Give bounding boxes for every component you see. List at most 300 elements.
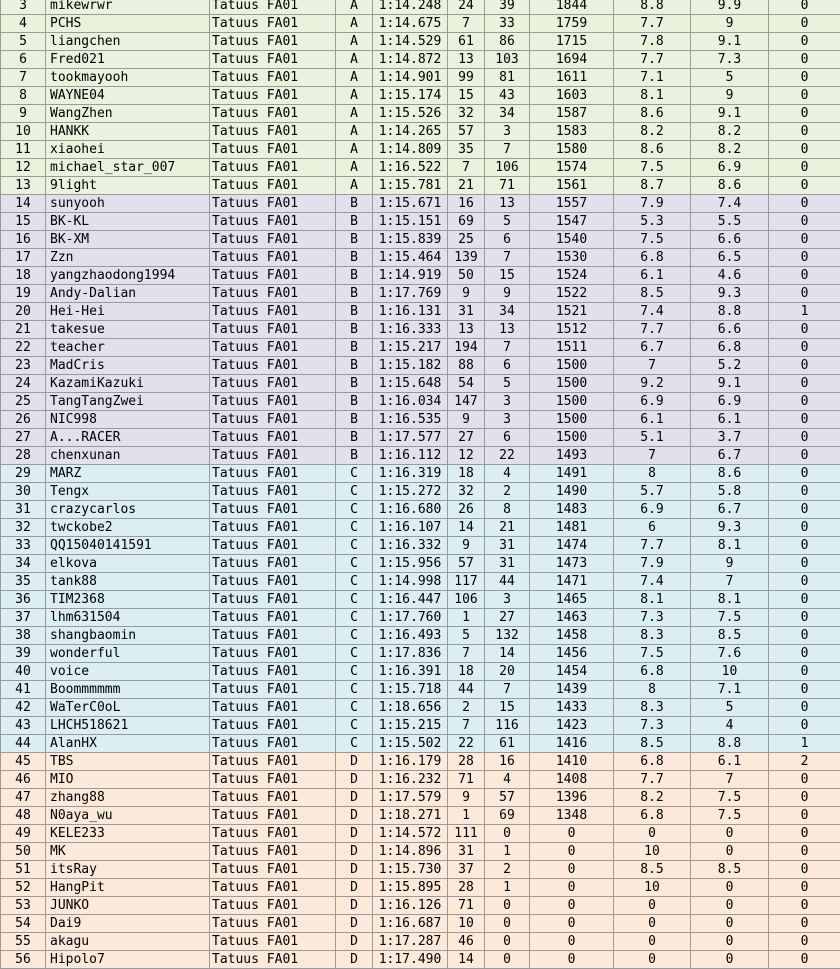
value-cell[interactable]: 116: [485, 717, 530, 735]
score-cell[interactable]: 8.1: [614, 87, 691, 105]
rank-cell[interactable]: 9: [1, 105, 46, 123]
rank-cell[interactable]: 45: [1, 753, 46, 771]
rank-cell[interactable]: 16: [1, 231, 46, 249]
score-cell[interactable]: 8.5: [691, 861, 769, 879]
rating-cell[interactable]: 1396: [530, 789, 614, 807]
value-cell[interactable]: 31: [448, 303, 485, 321]
car-cell[interactable]: Tatuus FA01: [210, 177, 336, 195]
score-cell[interactable]: 8.8: [614, 0, 691, 15]
car-cell[interactable]: Tatuus FA01: [210, 375, 336, 393]
group-cell[interactable]: D: [336, 933, 373, 951]
value-cell[interactable]: 46: [448, 933, 485, 951]
rank-cell[interactable]: 49: [1, 825, 46, 843]
incident-cell[interactable]: 0: [769, 861, 840, 879]
lap-time-cell[interactable]: 1:16.522: [373, 159, 448, 177]
rating-cell[interactable]: 0: [530, 951, 614, 969]
score-cell[interactable]: 6.9: [614, 501, 691, 519]
value-cell[interactable]: 3: [485, 591, 530, 609]
score-cell[interactable]: 8.6: [691, 177, 769, 195]
value-cell[interactable]: 26: [448, 501, 485, 519]
rank-cell[interactable]: 35: [1, 573, 46, 591]
rank-cell[interactable]: 19: [1, 285, 46, 303]
value-cell[interactable]: 5: [448, 627, 485, 645]
incident-cell[interactable]: 0: [769, 483, 840, 501]
car-cell[interactable]: Tatuus FA01: [210, 15, 336, 33]
incident-cell[interactable]: 0: [769, 447, 840, 465]
score-cell[interactable]: 6.9: [691, 159, 769, 177]
rating-cell[interactable]: 1408: [530, 771, 614, 789]
value-cell[interactable]: 14: [485, 645, 530, 663]
score-cell[interactable]: 7.6: [691, 645, 769, 663]
score-cell[interactable]: 9.9: [691, 0, 769, 15]
car-cell[interactable]: Tatuus FA01: [210, 735, 336, 753]
driver-name-cell[interactable]: Fred021: [46, 51, 210, 69]
lap-time-cell[interactable]: 1:15.839: [373, 231, 448, 249]
driver-name-cell[interactable]: mikewrwr: [46, 0, 210, 15]
group-cell[interactable]: D: [336, 753, 373, 771]
car-cell[interactable]: Tatuus FA01: [210, 915, 336, 933]
rank-cell[interactable]: 29: [1, 465, 46, 483]
score-cell[interactable]: 7.5: [614, 231, 691, 249]
rating-cell[interactable]: 1547: [530, 213, 614, 231]
car-cell[interactable]: Tatuus FA01: [210, 681, 336, 699]
group-cell[interactable]: C: [336, 465, 373, 483]
score-cell[interactable]: 6.5: [691, 249, 769, 267]
rating-cell[interactable]: 1583: [530, 123, 614, 141]
incident-cell[interactable]: 0: [769, 15, 840, 33]
value-cell[interactable]: 4: [485, 771, 530, 789]
score-cell[interactable]: 8.2: [691, 123, 769, 141]
lap-time-cell[interactable]: 1:16.319: [373, 465, 448, 483]
group-cell[interactable]: B: [336, 303, 373, 321]
driver-name-cell[interactable]: michael_star_007: [46, 159, 210, 177]
car-cell[interactable]: Tatuus FA01: [210, 447, 336, 465]
rating-cell[interactable]: 1423: [530, 717, 614, 735]
rank-cell[interactable]: 27: [1, 429, 46, 447]
value-cell[interactable]: 2: [485, 483, 530, 501]
lap-time-cell[interactable]: 1:17.579: [373, 789, 448, 807]
lap-time-cell[interactable]: 1:14.998: [373, 573, 448, 591]
driver-name-cell[interactable]: MK: [46, 843, 210, 861]
value-cell[interactable]: 61: [448, 33, 485, 51]
lap-time-cell[interactable]: 1:15.648: [373, 375, 448, 393]
value-cell[interactable]: 139: [448, 249, 485, 267]
score-cell[interactable]: 7.4: [691, 195, 769, 213]
value-cell[interactable]: 25: [448, 231, 485, 249]
score-cell[interactable]: 7.5: [614, 645, 691, 663]
group-cell[interactable]: A: [336, 105, 373, 123]
score-cell[interactable]: 7.1: [691, 681, 769, 699]
driver-name-cell[interactable]: Dai9: [46, 915, 210, 933]
car-cell[interactable]: Tatuus FA01: [210, 465, 336, 483]
driver-name-cell[interactable]: N0aya_wu: [46, 807, 210, 825]
group-cell[interactable]: A: [336, 159, 373, 177]
score-cell[interactable]: 6.7: [691, 501, 769, 519]
value-cell[interactable]: 103: [485, 51, 530, 69]
value-cell[interactable]: 34: [485, 105, 530, 123]
lap-time-cell[interactable]: 1:17.836: [373, 645, 448, 663]
car-cell[interactable]: Tatuus FA01: [210, 123, 336, 141]
rank-cell[interactable]: 32: [1, 519, 46, 537]
lap-time-cell[interactable]: 1:14.872: [373, 51, 448, 69]
value-cell[interactable]: 22: [448, 735, 485, 753]
value-cell[interactable]: 18: [448, 663, 485, 681]
group-cell[interactable]: A: [336, 87, 373, 105]
score-cell[interactable]: 0: [614, 825, 691, 843]
lap-time-cell[interactable]: 1:14.675: [373, 15, 448, 33]
driver-name-cell[interactable]: tank88: [46, 573, 210, 591]
score-cell[interactable]: 7.7: [614, 51, 691, 69]
lap-time-cell[interactable]: 1:15.671: [373, 195, 448, 213]
incident-cell[interactable]: 0: [769, 537, 840, 555]
rank-cell[interactable]: 7: [1, 69, 46, 87]
rank-cell[interactable]: 40: [1, 663, 46, 681]
group-cell[interactable]: D: [336, 915, 373, 933]
rank-cell[interactable]: 24: [1, 375, 46, 393]
score-cell[interactable]: 8.2: [614, 123, 691, 141]
rank-cell[interactable]: 15: [1, 213, 46, 231]
driver-name-cell[interactable]: liangchen: [46, 33, 210, 51]
lap-time-cell[interactable]: 1:16.232: [373, 771, 448, 789]
value-cell[interactable]: 13: [485, 321, 530, 339]
car-cell[interactable]: Tatuus FA01: [210, 789, 336, 807]
rank-cell[interactable]: 4: [1, 15, 46, 33]
score-cell[interactable]: 7.3: [691, 51, 769, 69]
score-cell[interactable]: 8.8: [691, 303, 769, 321]
score-cell[interactable]: 8.1: [614, 591, 691, 609]
rank-cell[interactable]: 47: [1, 789, 46, 807]
rating-cell[interactable]: 1500: [530, 411, 614, 429]
incident-cell[interactable]: 0: [769, 951, 840, 969]
incident-cell[interactable]: 0: [769, 879, 840, 897]
incident-cell[interactable]: 0: [769, 807, 840, 825]
group-cell[interactable]: A: [336, 0, 373, 15]
value-cell[interactable]: 3: [485, 123, 530, 141]
value-cell[interactable]: 69: [485, 807, 530, 825]
group-cell[interactable]: B: [336, 357, 373, 375]
rating-cell[interactable]: 1490: [530, 483, 614, 501]
score-cell[interactable]: 8.5: [614, 735, 691, 753]
score-cell[interactable]: 7.3: [614, 609, 691, 627]
value-cell[interactable]: 13: [448, 321, 485, 339]
driver-name-cell[interactable]: sunyooh: [46, 195, 210, 213]
car-cell[interactable]: Tatuus FA01: [210, 807, 336, 825]
score-cell[interactable]: 10: [614, 843, 691, 861]
car-cell[interactable]: Tatuus FA01: [210, 141, 336, 159]
incident-cell[interactable]: 0: [769, 213, 840, 231]
car-cell[interactable]: Tatuus FA01: [210, 501, 336, 519]
incident-cell[interactable]: 0: [769, 591, 840, 609]
incident-cell[interactable]: 0: [769, 357, 840, 375]
rank-cell[interactable]: 38: [1, 627, 46, 645]
rating-cell[interactable]: 1481: [530, 519, 614, 537]
car-cell[interactable]: Tatuus FA01: [210, 249, 336, 267]
score-cell[interactable]: 9: [691, 87, 769, 105]
value-cell[interactable]: 194: [448, 339, 485, 357]
incident-cell[interactable]: 0: [769, 681, 840, 699]
driver-name-cell[interactable]: WangZhen: [46, 105, 210, 123]
value-cell[interactable]: 3: [485, 411, 530, 429]
score-cell[interactable]: 6.1: [691, 753, 769, 771]
rating-cell[interactable]: 1500: [530, 429, 614, 447]
rank-cell[interactable]: 37: [1, 609, 46, 627]
value-cell[interactable]: 44: [448, 681, 485, 699]
lap-time-cell[interactable]: 1:15.502: [373, 735, 448, 753]
rank-cell[interactable]: 18: [1, 267, 46, 285]
group-cell[interactable]: B: [336, 447, 373, 465]
incident-cell[interactable]: 0: [769, 519, 840, 537]
driver-name-cell[interactable]: takesue: [46, 321, 210, 339]
driver-name-cell[interactable]: A...RACER: [46, 429, 210, 447]
value-cell[interactable]: 32: [448, 483, 485, 501]
car-cell[interactable]: Tatuus FA01: [210, 195, 336, 213]
score-cell[interactable]: 8: [614, 681, 691, 699]
car-cell[interactable]: Tatuus FA01: [210, 537, 336, 555]
score-cell[interactable]: 3.7: [691, 429, 769, 447]
rating-cell[interactable]: 1458: [530, 627, 614, 645]
group-cell[interactable]: B: [336, 393, 373, 411]
rank-cell[interactable]: 50: [1, 843, 46, 861]
incident-cell[interactable]: 0: [769, 609, 840, 627]
score-cell[interactable]: 7.9: [614, 555, 691, 573]
value-cell[interactable]: 71: [448, 897, 485, 915]
rank-cell[interactable]: 48: [1, 807, 46, 825]
rank-cell[interactable]: 53: [1, 897, 46, 915]
driver-name-cell[interactable]: tookmayooh: [46, 69, 210, 87]
lap-time-cell[interactable]: 1:14.572: [373, 825, 448, 843]
value-cell[interactable]: 13: [448, 51, 485, 69]
rank-cell[interactable]: 6: [1, 51, 46, 69]
incident-cell[interactable]: 0: [769, 51, 840, 69]
rating-cell[interactable]: 1587: [530, 105, 614, 123]
rank-cell[interactable]: 22: [1, 339, 46, 357]
group-cell[interactable]: B: [336, 285, 373, 303]
incident-cell[interactable]: 0: [769, 915, 840, 933]
driver-name-cell[interactable]: AlanHX: [46, 735, 210, 753]
score-cell[interactable]: 7.5: [691, 807, 769, 825]
group-cell[interactable]: C: [336, 483, 373, 501]
rank-cell[interactable]: 30: [1, 483, 46, 501]
score-cell[interactable]: 6.1: [691, 411, 769, 429]
value-cell[interactable]: 15: [485, 267, 530, 285]
rank-cell[interactable]: 10: [1, 123, 46, 141]
value-cell[interactable]: 7: [448, 717, 485, 735]
rating-cell[interactable]: 1500: [530, 393, 614, 411]
rank-cell[interactable]: 11: [1, 141, 46, 159]
rank-cell[interactable]: 14: [1, 195, 46, 213]
lap-time-cell[interactable]: 1:16.687: [373, 915, 448, 933]
value-cell[interactable]: 21: [448, 177, 485, 195]
score-cell[interactable]: 0: [691, 915, 769, 933]
car-cell[interactable]: Tatuus FA01: [210, 231, 336, 249]
score-cell[interactable]: 0: [691, 825, 769, 843]
car-cell[interactable]: Tatuus FA01: [210, 267, 336, 285]
score-cell[interactable]: 9.1: [691, 33, 769, 51]
car-cell[interactable]: Tatuus FA01: [210, 357, 336, 375]
score-cell[interactable]: 7.7: [614, 537, 691, 555]
incident-cell[interactable]: 0: [769, 573, 840, 591]
car-cell[interactable]: Tatuus FA01: [210, 591, 336, 609]
car-cell[interactable]: Tatuus FA01: [210, 843, 336, 861]
rank-cell[interactable]: 36: [1, 591, 46, 609]
incident-cell[interactable]: 0: [769, 339, 840, 357]
score-cell[interactable]: 7: [614, 357, 691, 375]
value-cell[interactable]: 9: [448, 285, 485, 303]
score-cell[interactable]: 5.5: [691, 213, 769, 231]
car-cell[interactable]: Tatuus FA01: [210, 33, 336, 51]
value-cell[interactable]: 44: [485, 573, 530, 591]
score-cell[interactable]: 6.6: [691, 321, 769, 339]
value-cell[interactable]: 33: [485, 15, 530, 33]
rating-cell[interactable]: 1522: [530, 285, 614, 303]
group-cell[interactable]: B: [336, 321, 373, 339]
lap-time-cell[interactable]: 1:18.271: [373, 807, 448, 825]
incident-cell[interactable]: 2: [769, 753, 840, 771]
driver-name-cell[interactable]: TangTangZwei: [46, 393, 210, 411]
incident-cell[interactable]: 0: [769, 141, 840, 159]
lap-time-cell[interactable]: 1:14.265: [373, 123, 448, 141]
driver-name-cell[interactable]: voice: [46, 663, 210, 681]
score-cell[interactable]: 6.7: [691, 447, 769, 465]
lap-time-cell[interactable]: 1:16.332: [373, 537, 448, 555]
incident-cell[interactable]: 0: [769, 825, 840, 843]
value-cell[interactable]: 50: [448, 267, 485, 285]
rating-cell[interactable]: 1500: [530, 375, 614, 393]
rating-cell[interactable]: 0: [530, 933, 614, 951]
driver-name-cell[interactable]: itsRay: [46, 861, 210, 879]
rating-cell[interactable]: 0: [530, 915, 614, 933]
rank-cell[interactable]: 33: [1, 537, 46, 555]
lap-time-cell[interactable]: 1:15.215: [373, 717, 448, 735]
rank-cell[interactable]: 17: [1, 249, 46, 267]
value-cell[interactable]: 24: [448, 0, 485, 15]
lap-time-cell[interactable]: 1:14.896: [373, 843, 448, 861]
incident-cell[interactable]: 0: [769, 411, 840, 429]
car-cell[interactable]: Tatuus FA01: [210, 825, 336, 843]
value-cell[interactable]: 8: [485, 501, 530, 519]
rating-cell[interactable]: 1471: [530, 573, 614, 591]
lap-time-cell[interactable]: 1:16.535: [373, 411, 448, 429]
rank-cell[interactable]: 3: [1, 0, 46, 15]
group-cell[interactable]: D: [336, 843, 373, 861]
rating-cell[interactable]: 1524: [530, 267, 614, 285]
value-cell[interactable]: 15: [485, 699, 530, 717]
driver-name-cell[interactable]: NIC998: [46, 411, 210, 429]
value-cell[interactable]: 7: [485, 681, 530, 699]
value-cell[interactable]: 88: [448, 357, 485, 375]
incident-cell[interactable]: 0: [769, 429, 840, 447]
car-cell[interactable]: Tatuus FA01: [210, 213, 336, 231]
score-cell[interactable]: 7: [691, 771, 769, 789]
driver-name-cell[interactable]: WaTerC0oL: [46, 699, 210, 717]
car-cell[interactable]: Tatuus FA01: [210, 771, 336, 789]
value-cell[interactable]: 0: [485, 825, 530, 843]
driver-name-cell[interactable]: HangPit: [46, 879, 210, 897]
lap-time-cell[interactable]: 1:16.447: [373, 591, 448, 609]
score-cell[interactable]: 0: [614, 933, 691, 951]
lap-time-cell[interactable]: 1:15.718: [373, 681, 448, 699]
driver-name-cell[interactable]: Zzn: [46, 249, 210, 267]
driver-name-cell[interactable]: PCHS: [46, 15, 210, 33]
car-cell[interactable]: Tatuus FA01: [210, 627, 336, 645]
rating-cell[interactable]: 1410: [530, 753, 614, 771]
rating-cell[interactable]: 1603: [530, 87, 614, 105]
score-cell[interactable]: 8.5: [691, 627, 769, 645]
lap-time-cell[interactable]: 1:16.034: [373, 393, 448, 411]
score-cell[interactable]: 8.2: [691, 141, 769, 159]
value-cell[interactable]: 14: [448, 519, 485, 537]
incident-cell[interactable]: 0: [769, 627, 840, 645]
group-cell[interactable]: C: [336, 609, 373, 627]
score-cell[interactable]: 5.2: [691, 357, 769, 375]
car-cell[interactable]: Tatuus FA01: [210, 105, 336, 123]
rank-cell[interactable]: 12: [1, 159, 46, 177]
incident-cell[interactable]: 0: [769, 645, 840, 663]
incident-cell[interactable]: 0: [769, 789, 840, 807]
value-cell[interactable]: 31: [485, 555, 530, 573]
rank-cell[interactable]: 21: [1, 321, 46, 339]
rank-cell[interactable]: 52: [1, 879, 46, 897]
score-cell[interactable]: 8: [614, 465, 691, 483]
score-cell[interactable]: 6.8: [614, 807, 691, 825]
incident-cell[interactable]: 0: [769, 249, 840, 267]
rank-cell[interactable]: 51: [1, 861, 46, 879]
driver-name-cell[interactable]: Boommmmmm: [46, 681, 210, 699]
score-cell[interactable]: 10: [614, 879, 691, 897]
car-cell[interactable]: Tatuus FA01: [210, 429, 336, 447]
value-cell[interactable]: 34: [485, 303, 530, 321]
value-cell[interactable]: 7: [485, 339, 530, 357]
driver-name-cell[interactable]: QQ15040141591: [46, 537, 210, 555]
score-cell[interactable]: 0: [614, 951, 691, 969]
group-cell[interactable]: A: [336, 69, 373, 87]
driver-name-cell[interactable]: Hipolo7: [46, 951, 210, 969]
score-cell[interactable]: 9: [691, 15, 769, 33]
rank-cell[interactable]: 39: [1, 645, 46, 663]
score-cell[interactable]: 0: [614, 915, 691, 933]
value-cell[interactable]: 5: [485, 213, 530, 231]
group-cell[interactable]: C: [336, 537, 373, 555]
group-cell[interactable]: C: [336, 663, 373, 681]
rank-cell[interactable]: 8: [1, 87, 46, 105]
rating-cell[interactable]: 1474: [530, 537, 614, 555]
value-cell[interactable]: 2: [485, 861, 530, 879]
rating-cell[interactable]: 0: [530, 825, 614, 843]
value-cell[interactable]: 12: [448, 447, 485, 465]
lap-time-cell[interactable]: 1:16.112: [373, 447, 448, 465]
score-cell[interactable]: 7.5: [614, 159, 691, 177]
driver-name-cell[interactable]: crazycarlos: [46, 501, 210, 519]
value-cell[interactable]: 31: [448, 843, 485, 861]
car-cell[interactable]: Tatuus FA01: [210, 483, 336, 501]
score-cell[interactable]: 5.3: [614, 213, 691, 231]
group-cell[interactable]: B: [336, 213, 373, 231]
score-cell[interactable]: 9.3: [691, 285, 769, 303]
value-cell[interactable]: 57: [485, 789, 530, 807]
rank-cell[interactable]: 5: [1, 33, 46, 51]
value-cell[interactable]: 69: [448, 213, 485, 231]
score-cell[interactable]: 6.1: [614, 411, 691, 429]
value-cell[interactable]: 54: [448, 375, 485, 393]
driver-name-cell[interactable]: MadCris: [46, 357, 210, 375]
score-cell[interactable]: 6.7: [614, 339, 691, 357]
value-cell[interactable]: 28: [448, 753, 485, 771]
rank-cell[interactable]: 42: [1, 699, 46, 717]
score-cell[interactable]: 8.6: [691, 465, 769, 483]
incident-cell[interactable]: 0: [769, 375, 840, 393]
lap-time-cell[interactable]: 1:17.490: [373, 951, 448, 969]
lap-time-cell[interactable]: 1:15.895: [373, 879, 448, 897]
